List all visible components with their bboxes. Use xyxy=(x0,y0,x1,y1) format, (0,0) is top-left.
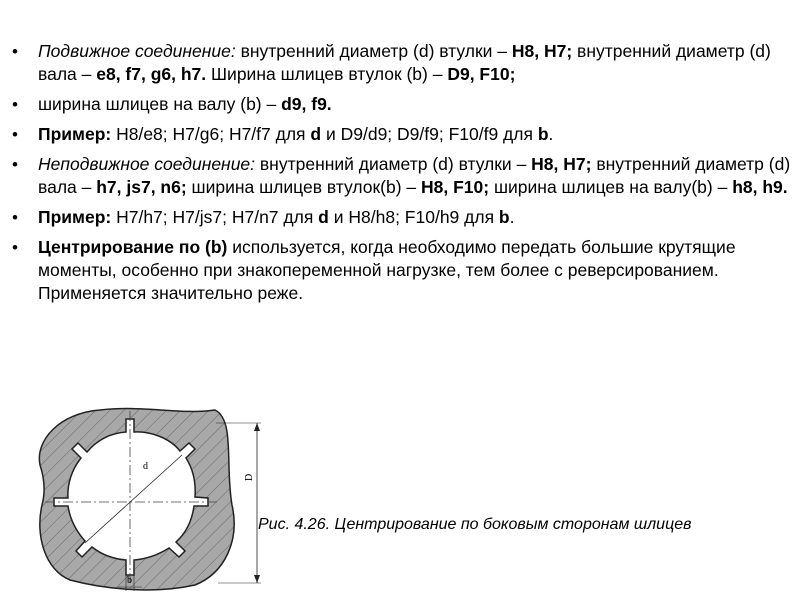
bullet-text: Ширина шлицев втулок (b) – xyxy=(206,64,448,84)
bullet-lead: Пример: xyxy=(38,124,112,144)
bullet-movable-joint xyxy=(12,40,792,86)
bullet-lead: Пример: xyxy=(38,207,112,227)
spline-drawing xyxy=(30,405,270,595)
bullet-text: и H8/h8; F10/h9 для xyxy=(328,207,499,227)
bullet-text: . xyxy=(548,124,554,144)
bullet-bold: H8, F10; xyxy=(421,177,490,197)
bullet-shaft-spline-width xyxy=(12,93,792,116)
arrow-head xyxy=(254,575,260,583)
bullet-bold: d9, f9. xyxy=(281,94,332,114)
bullet-bold: h7, js7, n6; xyxy=(96,177,187,197)
bullet-list xyxy=(12,40,792,312)
bullet-bold: d xyxy=(318,207,329,227)
bullet-bold: H8, H7; xyxy=(511,41,573,61)
arrow-head xyxy=(254,423,260,431)
bullet-text: внутренний диаметр (d) втулки – xyxy=(255,154,532,174)
bullet-example-movable xyxy=(12,123,792,146)
bullet-text: ширина шлицев на валу(b) – xyxy=(489,177,733,197)
bullet-lead: Неподвижное соединение: xyxy=(38,154,256,174)
bullet-bold: H8, H7; xyxy=(531,154,592,174)
bullet-text: . xyxy=(509,207,515,227)
bullet-fixed-joint xyxy=(12,153,792,199)
bullet-text: используется, когда необходимо передать большие крутящие моменты, особенно при знакопеременной нагрузке, тем более с реверсированием. Применяется значительно реже. xyxy=(38,237,736,303)
bullet-text: ширина шлицев на валу (b) – xyxy=(38,94,282,114)
bullet-text: внутренний диаметр (d) вала – xyxy=(38,154,791,197)
bullet-text: ширина шлицев втулок(b) – xyxy=(186,177,422,197)
bullet-text: и D9/d9; D9/f9; F10/f9 для xyxy=(321,124,538,144)
bullet-text: H7/h7; H7/js7; H7/n7 для xyxy=(111,207,319,227)
bullet-bold: d xyxy=(310,124,322,144)
bullet-bold: b xyxy=(537,124,549,144)
bullet-example-fixed xyxy=(12,206,792,229)
bullet-text: H8/e8; H7/g6; H7/f7 для xyxy=(111,124,311,144)
bullet-lead: Подвижное соединение: xyxy=(38,41,236,61)
label-d: d xyxy=(143,461,148,472)
label-D: D xyxy=(244,473,255,481)
bullet-bold: h8, h9. xyxy=(732,177,788,197)
bullet-bold: e8, f7, g6, h7. xyxy=(96,64,207,84)
label-b: b xyxy=(127,575,132,586)
bullet-text: внутренний диаметр (d) втулки – xyxy=(235,41,512,61)
figure-caption: Рис. 4.26. Центрирование по боковым сторонам шлицев xyxy=(258,516,692,533)
bullet-text: внутренний диаметр (d) вала – xyxy=(38,41,771,84)
bullet-centering-b xyxy=(12,236,792,305)
bullet-bold: b xyxy=(498,207,510,227)
bullet-lead: Центрирование по (b) xyxy=(38,237,228,257)
bullet-bold: D9, F10; xyxy=(447,64,516,84)
